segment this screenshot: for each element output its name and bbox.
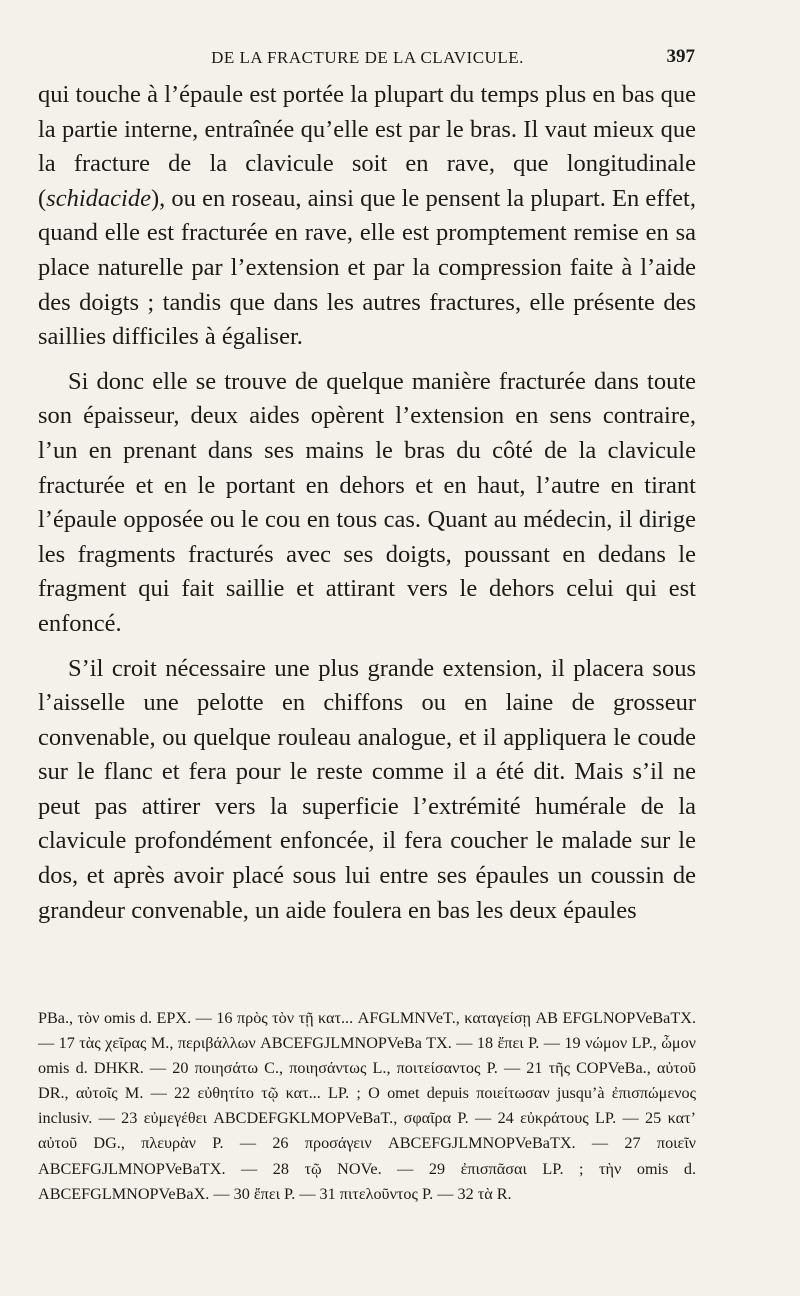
page-number: 397	[666, 46, 695, 67]
paragraph-1-text-b: ), ou en roseau, ainsi que le pensent la plupart. En effet, quand elle est fracturée en rave, elle est promptement remise en sa place naturelle par l’extension et par la compression faite à l’aide des doigts ; tandis que dans les autres fractures, elle présente des saillies difficiles à égaliser.	[38, 184, 696, 351]
variant-notes	[38, 1006, 696, 1207]
paragraph-3: S’il croit nécessaire une plus grande extension, il placera sous l’aisselle une pelotte en chiffons ou en laine de grosseur convenable, ou quelque rouleau analogue, et il appliquera le coude sur le flanc et fera pour le reste comme il a été dit. Mais s’il ne peut pas attirer vers la superficie l’extrémité humérale de la clavicule profondément enfoncée, il fera coucher le malade sur le dos, et après avoir placé sous lui entre ses épaules un coussin de grandeur convenable, un aide foulera en bas les deux épaules	[38, 654, 696, 924]
notes-text: PBa., τὸν omis d. EPX. — 16 πρὸς τὸν τῇ κατ... AFGLMNVeT., καταγείσῃ AB EFGLNOPVeBaTX. — 17 τὰς χεῖρας M., περιβάλλων ABCEFGJLMNOPVeBa TX. — 18 ἔπει P. — 19 νώμον LP., ὦμον omis d. DHKR. — 20 ποιησάτω C., ποιησάντως L., ποιτείσαντος P. — 21 τῆς COPVeBa., αὐτοῦ DR., αὐτοῖς M. — 22 εὐθητίτο τῷ κατ... LP. ; O omet depuis ποιείτωσαν jusqu’à ἐπισπώμενος inclusiv. — 23 εὐμεγέθει ABCDEFGKLMOPVeBaT., σφαῖρα P. — 24 εὐκράτους LP. — 25 κατ’ αὐτοῦ DG., πλευρὰν P. — 26 προσάγειν ABCEFGJLMNOPVeBaTX. — 27 ποιεῖν ABCEFGJLMNOPVeBaTX. — 28 τῷ NOVe. — 29 ἐπισπᾶσαι LP. ; τὴν omis d. ABCEFGLMNOPVeBaX. — 30 ἔπει P. — 31 πιτελοῦντος P. — 32 τὰ R.	[38, 1009, 696, 1203]
main-text	[38, 78, 696, 928]
running-head	[40, 46, 695, 70]
paragraph-1-text-a: qui touche à l’épaule est portée la plupart du temps plus en bas que la partie interne, entraînée qu’elle est par le bras. Il vaut mieux que la fracture de la clavicule soit en rave, que longitudinale (	[38, 81, 696, 212]
paragraph-2: Si donc elle se trouve de quelque manière fracturée dans toute son épaisseur, deux aides opèrent l’extension en sens contraire, l’un en prenant dans ses mains le bras du côté de la clavicule fracturée et en le portant en dehors et en haut, l’autre en tirant l’épaule opposée ou le cou en tous cas. Quant au médecin, il dirige les fragments fracturés avec ses doigts, poussant en dedans le fragment qui fait saillie et attirant vers le dehors celui qui est enfoncé.	[38, 367, 696, 637]
paragraph-1	[38, 78, 696, 355]
italic-term: schidacide	[46, 184, 151, 212]
running-title: DE LA FRACTURE DE LA CLAVICULE.	[211, 48, 524, 67]
